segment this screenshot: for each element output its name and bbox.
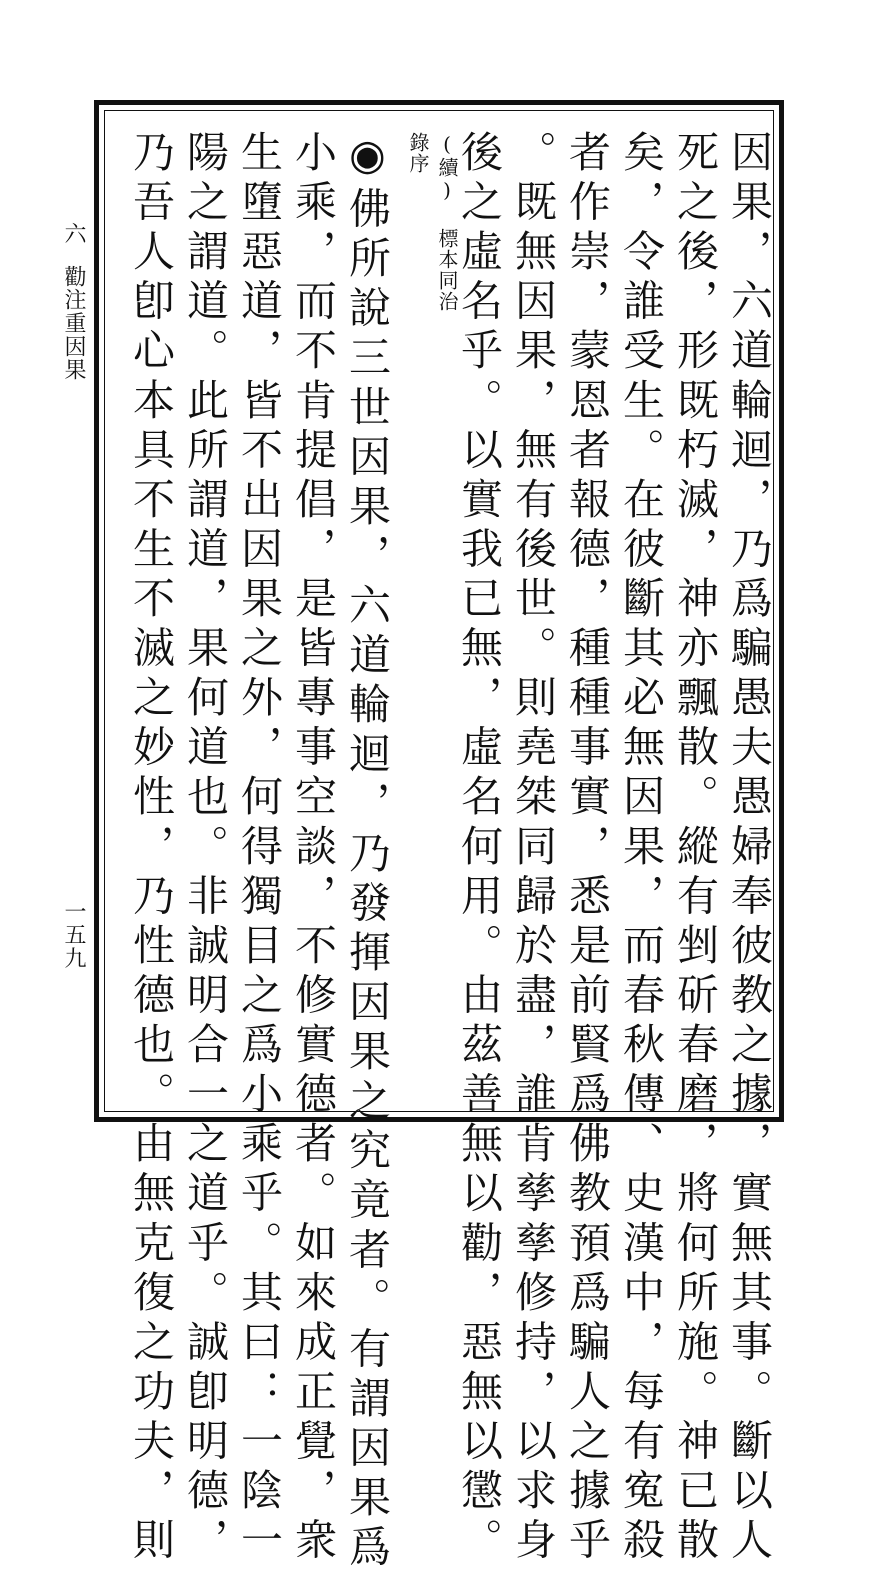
text-column-8: 小乘，而不肯提倡，是皆專事空談，不修實德者。如來成正覺，衆 <box>289 130 338 1568</box>
text-column-7: ◉佛所說三世因果，六道輪迴，乃發揮因果之究竟者。有謂因果爲 <box>343 130 392 1574</box>
chapter-number: 六 <box>61 222 86 246</box>
page-number: 一五九 <box>61 900 86 970</box>
text-column-10: 陽之謂道。此所謂道，果何道也。非誠明合一之道乎。誠卽明德， <box>181 130 230 1568</box>
text-column-3: 矣，令誰受生。在彼斷其必無因果，而春秋傳、史漢中，每有寃殺 <box>617 130 666 1568</box>
chapter-title: 勸注重因果 <box>61 265 86 382</box>
text-column-9: 生墮惡道，皆不出因果之外，何得獨目之爲小乘乎。其曰：一陰一 <box>235 130 284 1568</box>
text-column-11: 乃吾人卽心本具不生不滅之妙性，乃性德也。由無克復之功夫，則 <box>127 130 176 1568</box>
text-column-4: 者作崇，蒙恩者報德，種種事實，悉是前賢爲佛教預爲騙人之據乎 <box>563 130 612 1568</box>
text-column-2: 死之後，形既朽滅，神亦飄散。縱有剉斫春磨，將何所施。神已散 <box>671 130 720 1568</box>
text-column-5: 。既無因果，無有後世。則堯桀同歸於盡，誰肯孳孳修持，以求身 <box>509 130 558 1568</box>
subheading: (續) 標本同治錄序 <box>406 132 459 312</box>
text-column-6: 後之虛名乎。以實我已無，虛名何用。由茲善無以勸，惡無以懲。 <box>455 130 504 1568</box>
text-column-1: 因果，六道輪迴，乃爲騙愚夫愚婦奉彼教之據，實無其事。斷以人 <box>725 130 774 1568</box>
